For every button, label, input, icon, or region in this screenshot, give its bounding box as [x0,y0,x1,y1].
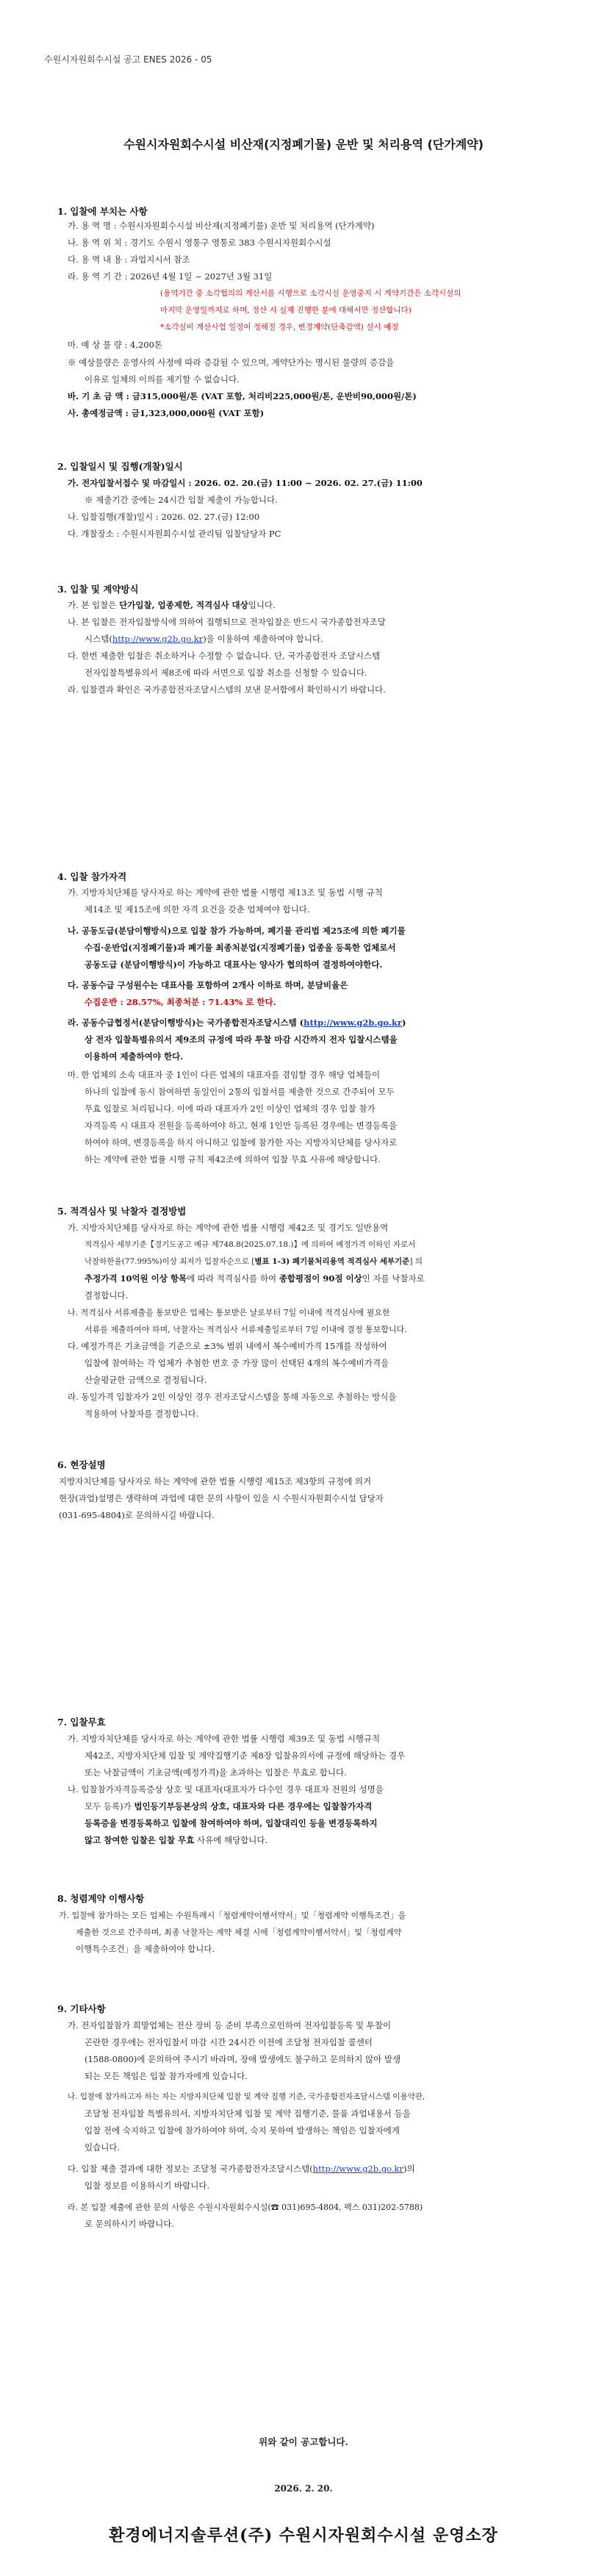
item-helpdesk: 가. 전자입찰참가 희망업체는 전산 장비 등 준비 부족으로인하여 전자입찰등록 및 투찰이 [68,2020,392,2031]
item-joint-contract: 나. 공동도급(분담이행방식)으로 입찰 참가 가능하며, 폐기물 관리법 제25조에 의한 폐기물 [68,926,406,936]
item-registration: 않고 참여한 입찰은 입찰 무효 사유에 해당합니다. [85,1835,268,1845]
item-representative: 하여야 하며, 변경등록을 하지 아니하고 입찰에 참가한 자는 지방자치단체를 당사자로 [85,1137,398,1148]
section-heading: 1. 입찰에 부치는 사항 [57,206,148,217]
item-representative: 하나의 입찰에 동시 참여하면 동일인이 2통의 입찰서를 제출한 것으로 간주되어 모두 [85,1087,395,1097]
item-notice-rules: 있습니다. [85,2142,121,2153]
section-heading: 6. 현장설명 [57,1459,106,1470]
quantity-note: ※ 예상물량은 운영사의 사정에 따라 증감될 수 있으며, 계약단가는 명시된 물량의 증감을 [68,357,395,368]
item-helpdesk: 되는 모든 책임은 입찰 참가자에게 있습니다. [85,2071,248,2081]
item-registration: 나. 입찰참가자격등록증상 상호 및 대표자(대표자가 다수인 경우 대표자 전원의 성명을 [68,1784,384,1795]
item-evaluation: 추정가격 10억원 이상 항목에 따라 적격심사를 하여 종합평점이 90점 이상인 자를 낙찰자로 [85,1273,425,1284]
item-registration: 모두 등록)가 법인등기부등본상의 상호, 대표자와 다른 경우에는 입찰참가자격 [85,1801,373,1811]
section-heading: 8. 청렴계약 이행사항 [57,1893,145,1904]
g2b-link[interactable]: http://www.g2b.go.kr [304,1017,403,1028]
item-invalid-bid: 또는 낙찰금액이 기초금액(예정가격)을 초과하는 입찰은 무효로 합니다. [85,1767,347,1778]
period-note-red: (용역기간 중 소각협의의 계산서를 시행으로 소각시설 운영중지 시 계약기간은 소각시설의 [160,289,461,298]
item-opening-time: 나. 입찰집행(개찰)일시 : 2026. 02. 27.(금) 12:00 [68,512,260,522]
item-helpdesk: 곤란한 경우에는 전자입찰서 마감 시간 24시간 이전에 조달청 전자입찰 콜센터 [85,2037,373,2047]
item-qualification: 제14조 및 제15조에 의한 자격 요건을 갖춘 업체여야 합니다. [85,904,310,915]
item-bid-submission: 가. 전자입찰서접수 및 마감일시 : 2026. 02. 20.(금) 11:00 ~ 2026. 02. 27.(금) 11:00 [68,478,423,488]
item-tie-break: 적용하여 낙찰자를 결정합니다. [85,1409,199,1419]
item-estimated-price: 다. 예정가격은 기초금액을 기준으로 ±3% 범위 내에서 복수예비가격 15개를 작성하여 [68,1341,387,1351]
submission-note: ※ 제출기간 중에는 24시간 입찰 제출이 가능합니다. [85,495,278,505]
item-notice-rules: 조달청 전자입찰 특별유의서, 지방자치단체 입찰 및 계약 집행기준, 물품 과업내용서 등을 [85,2108,411,2119]
item-registration: 등록증을 변경등록하고 입찰에 참여하여야 하며, 입찰대리인 등을 변경등록하지 [85,1818,378,1828]
item-joint-contract: 공동도급 (분담이행방식)이 가능하고 대표사는 양사가 협의하여 결정하여야한다. [85,959,383,970]
g2b-link[interactable]: http://www.g2b.go.kr [112,634,204,644]
item-contact: 로 문의하시기 바랍니다. [85,2219,175,2229]
item-period: 라. 용 역 기 간 : 2026년 4월 1일 ~ 2027년 3월 31일 [68,271,273,282]
item-joint-agreement: 이용하여 제출하여야 한다. [85,1051,184,1062]
item-e-bidding: 나. 본 입찰은 전자입찰방식에 의하여 집행되므로 전자입찰은 반드시 국가종합전자조달 [68,617,386,627]
section-heading: 2. 입찰일시 및 집행(개찰)일시 [57,461,183,472]
announcement-date: 2026. 2. 20. [274,2483,333,2494]
item-evaluation: 적격심사 세부기준【경기도공고 예규 제748.8(2025.07.18.)】에 의하여 예정가격 이하인 자로서 [85,1240,416,1249]
item-evaluation: 결정합니다. [85,1290,129,1300]
page-title: 수원시자원회수시설 비산재(지정폐기물) 운반 및 처리용역 (단가계약) [123,137,484,151]
item-result-check: 라. 입찰결과 확인은 국가종합전자조달시스템의 보낸 문서함에서 확인하시기 바랍니다. [68,684,386,695]
item-invalid-bid: 가. 지방자치단체를 당사자로 하는 계약에 관한 법률 시행령 제39조 및 동법 시행규칙 [68,1734,381,1744]
item-base-amount: 바. 기 초 금 액 : 금315,000원/톤 (VAT 포함, 처리비225,000원/톤, 운반비90,000원/톤) [68,391,417,401]
item-joint-agreement: 상 전자 입찰특별유의서 제9조의 규정에 따라 투찰 마감 시간까지 전자 입찰시스템을 [85,1034,398,1045]
item-estimated-price: 산술평균한 금액으로 결정됩니다. [85,1375,207,1385]
g2b-link[interactable]: http://www.g2b.go.kr [312,2164,404,2174]
section-heading: 4. 입찰 참가자격 [57,871,127,882]
item-helpdesk: (1588-0800)에 문의하여 주시기 바라며, 장애 발생에도 불구하고 문의하지 않아 발생 [85,2054,401,2064]
closing-statement: 위와 같이 공고합니다. [259,2436,348,2447]
item-estimated-price: 입찰에 참여하는 각 업체가 추첨한 번호 중 가장 많이 선택된 4개의 복수예비가격을 [85,1358,389,1368]
item-representative: 하는 계약에 관한 법률 시행 규칙 제42조에 의하여 입찰 무효 사유에 해당합니다. [85,1154,381,1164]
item-member-count: 다. 공동수급 구성원수는 대표사를 포함하여 2개사 이하로 하며, 분담비율은 [68,980,348,990]
item-notice-rules: 입찰 전에 숙지하고 입찰에 참가하여야 하며, 숙지 못하여 발생하는 책임은 입찰자에게 [85,2125,401,2136]
item-representative: 무효 입찰로 처리됩니다. 이에 따라 대표자가 2인 이상인 업체의 경우 입찰 참가 [85,1103,376,1114]
site-briefing-text: 지방자치단체를 당사자로 하는 계약에 관한 법률 시행령 제15조 제3항의 규정에 의거 [59,1476,372,1486]
item-joint-contract: 수집·운반업(지정폐기물)과 폐기물 최종처분업(지정폐기물) 업종을 등록한 업체로서 [85,942,396,953]
item-quantity: 마. 예 상 물 량 : 4,200톤 [68,340,163,350]
period-note-red: 마지막 운영일까지로 하며, 정산 시 실제 진행한 분에 대해서만 정산합니다) [160,306,412,315]
item-document-submission: 서류를 제출하여야 하며, 낙찰자는 적격심사 서류제출일로부터 7일 이내에 결정 통보합니다. [85,1325,407,1334]
item-bid-type: 가. 본 입찰은 단가입찰, 업종제한, 적격심사 대상입니다. [68,600,276,610]
section-heading: 3. 입찰 및 계약방식 [57,584,139,595]
quantity-note: 이유로 일체의 이의를 제기할 수 없습니다. [85,374,240,384]
section-heading: 5. 적격심사 및 낙찰자 결정방법 [57,1206,187,1217]
section-heading: 9. 기타사항 [57,2003,106,2014]
item-document-submission: 나. 적격심사 서류제출을 통보받은 업체는 통보받은 날로부터 7일 이내에 적격심사에 필요한 [68,1308,390,1317]
integrity-text: 가. 입찰에 참가하는 모든 업체는 수원특례시「청렴계약이행서약서」및「청렴계약 이행특조건」을 [59,1911,406,1920]
site-briefing-text: (031-695-4804)로 문의하시길 바랍니다. [59,1510,215,1520]
item-evaluation: 가. 지방자치단체를 당사자로 하는 계약에 관한 법률 시행령 제42조 및 경기도 일반용역 [68,1223,389,1233]
item-content: 다. 용 역 내 용 : 과업지시서 참조 [68,254,190,265]
item-representative: 마. 한 업체의 소속 대표자 중 1인이 다른 업체의 대표자를 겸임할 경우 해당 업체들이 [68,1070,381,1080]
section-heading: 7. 입찰무효 [57,1717,106,1728]
share-ratio: 수집운반 : 28.57%, 최종처분 : 71.43% 로 한다. [85,997,276,1007]
item-total-estimate: 사. 총예정금액 : 금1,323,000,000원 (VAT 포함) [68,408,265,418]
item-location: 나. 용 역 위 치 : 경기도 수원시 영통구 영통로 383 수원시자원회수시설 [68,237,331,248]
item-notice-rules: 나. 입찰에 참가하고자 하는 자는 지방자치단체 입찰 및 계약 집행 기준, 국가종합전자조달시스템 이용약관, [68,2092,425,2101]
item-tie-break: 라. 동일가격 입찰자가 2인 이상인 경우 전자조달시스템을 통해 자동으로 추첨하는 방식을 [68,1392,397,1402]
item-qualification: 가. 지방자치단체를 당사자로 하는 계약에 관한 법률 시행령 제13조 및 동법 시행 규칙 [68,887,383,898]
item-opening-place: 다. 개찰장소 : 수원시자원회수시설 관리팀 입찰담당자 PC [68,529,281,539]
item-result-info: 입찰 정보를 이용하시기 바랍니다. [85,2180,210,2191]
item-service-name: 가. 용 역 명 : 수원시자원회수시설 비산재(지정폐기물) 운반 및 처리용역 (단가계약) [68,221,375,231]
announcement-number: 수원시자원회수시설 공고 ENES 2026 - 05 [44,54,212,65]
item-joint-agreement: 라. 공동수급협정서(분담이행방식)는 국가종합전자조달시스템 (http://www.g2b.go.kr) [68,1017,406,1028]
site-briefing-text: 현장(과업)설명은 생략하며 과업에 대한 문의 사항이 있을 시 수원시자원회수시설 담당자 [59,1493,384,1503]
item-e-bidding: 시스템(http://www.g2b.go.kr)을 이용하여 제출하여야 합니다. [85,634,323,644]
item-evaluation: 낙찰하한율(77.995%)이상 최저가 입찰자순으로 [별표 1-3) 폐기물처리용역 적격심사 세부기준] 의 [85,1257,423,1266]
period-note-red: *소각설비 계산사업 일정이 정해질 경우, 변경계약(단축감액) 실시 예정 [160,323,399,332]
item-cancel-rule: 다. 한번 제출한 입찰은 취소하거나 수정할 수 없습니다. 단, 국가종합전자 조달시스템 [68,651,381,661]
item-result-info: 다. 입찰 제출 결과에 대한 정보는 조달청 국가종합전자조달시스템(http://www.g2b.go.kr)의 [68,2164,415,2174]
item-cancel-rule: 전자입찰특별유의서 제8조에 따라 서면으로 입찰 취소를 신청할 수 있습니다. [85,668,367,678]
integrity-text: 이행특수조건」을 제출하여야 합니다. [76,1944,215,1954]
item-contact: 라. 본 입찰 제출에 관한 문의 사항은 수원시자원회수시설(☎ 031)695-4804, 팩스 031)202-5788) [68,2203,423,2212]
integrity-text: 제출한 것으로 간주하며, 최종 낙찰자는 계약 체결 시에「청렴계약이행서약서」및「청렴계약 [76,1928,402,1937]
item-invalid-bid: 제42조, 지방자치단체 입찰 및 계약집행기준 제8장 입찰유의서에 규정에 해당하는 경우 [85,1750,406,1761]
issuer-signature: 환경에너지솔루션(주) 수원시자원회수시설 운영소장 [109,2526,498,2545]
item-representative: 자격등록 시 대표자 전원을 등록하여야 하고, 현재 1인만 등록된 경우에는 변경등록을 [85,1120,398,1131]
